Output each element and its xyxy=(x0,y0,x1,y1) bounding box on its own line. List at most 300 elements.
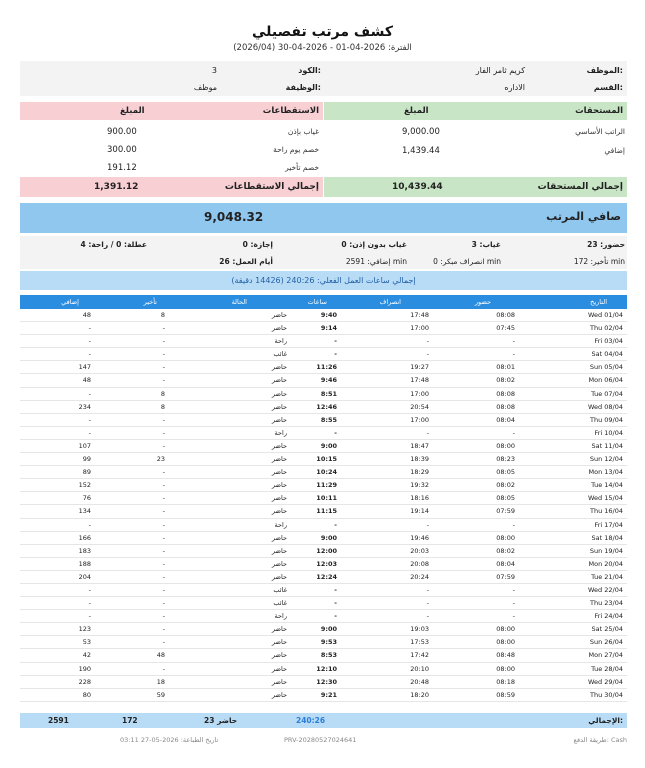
row-hours: 12:03 xyxy=(316,559,337,568)
col-hours: ساعات xyxy=(307,298,327,306)
row-date: Mon 13/04 xyxy=(588,468,623,477)
daily-table-body xyxy=(20,309,627,702)
row-late: - xyxy=(162,350,165,359)
row-hours: 8:51 xyxy=(320,389,337,398)
row-check-out: 18:29 xyxy=(410,468,429,477)
row-hours: 10:15 xyxy=(316,455,337,464)
row-late: 8 xyxy=(160,389,165,398)
row-overtime: - xyxy=(88,389,91,398)
row-overtime: - xyxy=(88,599,91,608)
col-late: تأخير xyxy=(143,298,157,306)
row-hours: - xyxy=(334,428,337,437)
row-date: Thu 16/04 xyxy=(589,507,623,516)
page-title: كشف مرتب تفصيلي xyxy=(252,24,393,40)
row-late: - xyxy=(162,468,165,477)
row-hours: 9:00 xyxy=(320,441,337,450)
row-date: Sun 19/04 xyxy=(589,546,623,555)
row-hours: 9:53 xyxy=(320,638,337,647)
row-late: - xyxy=(162,625,165,634)
table-row xyxy=(20,309,627,322)
table-row xyxy=(20,348,627,361)
row-date: Fri 03/04 xyxy=(594,337,623,346)
row-late: 8 xyxy=(160,311,165,319)
row-check-in: 08:05 xyxy=(496,494,515,503)
col-status: الحالة xyxy=(231,298,247,306)
row-status: حاضر xyxy=(271,664,287,673)
row-late: - xyxy=(162,481,165,490)
row-late: - xyxy=(162,638,165,647)
row-check-in: 08:02 xyxy=(496,376,515,385)
table-row xyxy=(20,453,627,466)
row-status: حاضر xyxy=(271,638,287,647)
table-row xyxy=(20,571,627,584)
row-check-out: 17:00 xyxy=(410,415,429,424)
row-status: حاضر xyxy=(271,441,287,450)
row-overtime: 80 xyxy=(82,690,91,699)
row-overtime: - xyxy=(88,520,91,529)
row-hours: 12:24 xyxy=(316,572,337,581)
row-date: Wed 01/04 xyxy=(588,311,623,319)
row-status: حاضر xyxy=(271,507,287,516)
row-overtime: 166 xyxy=(78,533,91,542)
row-check-in: 08:01 xyxy=(496,363,515,372)
row-date: Sun 26/04 xyxy=(589,638,623,647)
deductions-total-label: إجمالي الاستقطاعات xyxy=(224,182,319,192)
table-row xyxy=(20,558,627,571)
daily-table-header xyxy=(20,295,627,309)
row-overtime: 188 xyxy=(78,559,91,568)
row-check-in: 07:45 xyxy=(496,324,515,333)
table-row xyxy=(20,505,627,518)
deduction-amount: 191.12 xyxy=(107,163,137,173)
row-check-out: 17:48 xyxy=(410,376,429,385)
row-overtime: - xyxy=(88,415,91,424)
earnings-header xyxy=(324,102,627,120)
row-date: Wed 29/04 xyxy=(588,677,623,686)
earnings-header-amount: المبلغ xyxy=(404,106,429,116)
row-check-in: - xyxy=(512,350,515,359)
row-late: - xyxy=(162,599,165,608)
row-status: حاضر xyxy=(271,572,287,581)
attendance-stats xyxy=(20,236,627,269)
reference-number: PRV-20280527024641 xyxy=(284,736,357,744)
earnings-header-label: المستحقات xyxy=(575,106,623,116)
row-hours: 12:30 xyxy=(316,677,337,686)
row-late: 48 xyxy=(156,651,165,660)
col-date: التاريخ xyxy=(590,298,607,306)
row-hours: - xyxy=(334,612,337,621)
row-overtime: - xyxy=(88,337,91,346)
row-late: - xyxy=(162,533,165,542)
row-date: Mon 27/04 xyxy=(588,651,623,660)
deduction-label: غياب بإذن xyxy=(287,127,319,136)
row-check-in: 08:00 xyxy=(496,625,515,634)
table-row xyxy=(20,427,627,440)
row-status: حاضر xyxy=(271,677,287,686)
row-status: حاضر xyxy=(271,494,287,503)
row-check-out: 17:42 xyxy=(410,651,429,660)
row-hours: 8:53 xyxy=(320,651,337,660)
row-date: Wed 08/04 xyxy=(588,402,623,411)
row-date: Sat 18/04 xyxy=(591,533,623,542)
row-status: حاضر xyxy=(271,651,287,660)
total-hours: 240:26 xyxy=(296,716,326,725)
row-date: Thu 02/04 xyxy=(589,324,623,333)
row-late: - xyxy=(162,612,165,621)
row-date: Sat 04/04 xyxy=(591,350,623,359)
total-status: 23 حاضر xyxy=(204,716,238,725)
dept-label: القسم: xyxy=(593,83,623,92)
row-check-out: 17:48 xyxy=(410,311,429,319)
row-status: راحة xyxy=(274,337,287,346)
row-check-out: 20:10 xyxy=(410,664,429,673)
table-row xyxy=(20,466,627,479)
row-hours: 11:29 xyxy=(316,481,337,490)
row-late: - xyxy=(162,363,165,372)
row-overtime: - xyxy=(88,324,91,333)
table-row xyxy=(20,623,627,636)
row-check-in: 08:04 xyxy=(496,559,515,568)
row-check-out: - xyxy=(426,520,429,529)
row-status: حاضر xyxy=(271,546,287,555)
row-status: غائب xyxy=(273,350,287,359)
job-label: الوظيفة: xyxy=(285,83,321,92)
col-in: حضور xyxy=(474,298,491,306)
row-hours: 9:14 xyxy=(320,324,337,333)
row-check-in: 08:18 xyxy=(496,677,515,686)
table-row xyxy=(20,401,627,414)
deductions-total-value: 1,391.12 xyxy=(94,182,139,192)
row-check-out: - xyxy=(426,612,429,621)
work-hours-total: إجمالي ساعات العمل الفعلي: 240:26 (14426 دقيقة) xyxy=(20,271,627,290)
row-date: Tue 07/04 xyxy=(591,389,623,398)
earning-amount: 9,000.00 xyxy=(402,127,440,137)
row-check-out: - xyxy=(426,599,429,608)
row-overtime: - xyxy=(88,585,91,594)
row-overtime: 48 xyxy=(82,311,91,319)
table-row xyxy=(20,322,627,335)
row-check-out: 19:32 xyxy=(410,481,429,490)
row-late: 18 xyxy=(156,677,165,686)
row-check-in: 08:00 xyxy=(496,533,515,542)
row-overtime: 53 xyxy=(82,638,91,647)
row-status: حاضر xyxy=(271,363,287,372)
row-check-in: 08:08 xyxy=(496,311,515,319)
row-hours: 9:00 xyxy=(320,533,337,542)
stat-absent-no-permission: غياب بدون إذن: 0 xyxy=(341,240,407,249)
row-hours: 12:46 xyxy=(316,402,337,411)
row-check-out: 19:14 xyxy=(410,507,429,516)
row-date: Fri 10/04 xyxy=(594,428,623,437)
row-check-out: 17:00 xyxy=(410,389,429,398)
row-check-in: 08:00 xyxy=(496,664,515,673)
row-overtime: 89 xyxy=(82,468,91,477)
row-status: راحة xyxy=(274,612,287,621)
stat-holiday: عطلة: 0 / راحة: 4 xyxy=(80,240,147,249)
earnings-total-label: إجمالي المستحقات xyxy=(537,182,623,192)
table-row xyxy=(20,636,627,649)
row-status: حاضر xyxy=(271,468,287,477)
row-overtime: 123 xyxy=(78,625,91,634)
employee-label: الموظف: xyxy=(586,66,623,75)
row-status: حاضر xyxy=(271,376,287,385)
row-overtime: 76 xyxy=(82,494,91,503)
row-check-in: 08:02 xyxy=(496,481,515,490)
employee-info xyxy=(20,61,627,96)
stat-early-leave: انصراف مبكر: 0 min xyxy=(433,257,501,266)
table-row xyxy=(20,584,627,597)
table-total-row xyxy=(20,713,627,728)
row-date: Tue 14/04 xyxy=(591,481,623,490)
row-check-in: 07:59 xyxy=(496,507,515,516)
row-status: حاضر xyxy=(271,690,287,699)
row-check-out: 19:03 xyxy=(410,625,429,634)
table-row xyxy=(20,414,627,427)
row-late: 23 xyxy=(156,455,165,464)
row-check-in: 08:05 xyxy=(496,468,515,477)
row-check-in: 08:02 xyxy=(496,546,515,555)
row-date: Mon 20/04 xyxy=(588,559,623,568)
table-row xyxy=(20,479,627,492)
row-status: حاضر xyxy=(271,324,287,333)
row-status: حاضر xyxy=(271,402,287,411)
row-check-out: 19:27 xyxy=(410,363,429,372)
row-check-out: 20:48 xyxy=(410,677,429,686)
row-check-out: 18:47 xyxy=(410,441,429,450)
col-overtime: إضافي xyxy=(61,298,79,306)
row-check-in: - xyxy=(512,428,515,437)
row-check-in: - xyxy=(512,337,515,346)
row-check-out: - xyxy=(426,337,429,346)
row-late: - xyxy=(162,585,165,594)
row-late: - xyxy=(162,494,165,503)
table-row xyxy=(20,597,627,610)
row-status: حاضر xyxy=(271,389,287,398)
row-overtime: - xyxy=(88,350,91,359)
row-status: حاضر xyxy=(271,415,287,424)
row-overtime: 190 xyxy=(78,664,91,673)
row-date: Tue 21/04 xyxy=(591,572,623,581)
row-hours: - xyxy=(334,520,337,529)
row-check-out: 17:00 xyxy=(410,324,429,333)
row-date: Thu 23/04 xyxy=(589,599,623,608)
row-late: - xyxy=(162,507,165,516)
row-status: حاضر xyxy=(271,311,287,319)
print-date: تاريخ الطباعة: 2026-05-27 03:11 xyxy=(120,736,219,744)
code-label: الكود: xyxy=(298,66,321,75)
row-status: راحة xyxy=(274,520,287,529)
table-row xyxy=(20,519,627,532)
row-check-in: 08:00 xyxy=(496,441,515,450)
table-row xyxy=(20,388,627,401)
row-date: Wed 15/04 xyxy=(588,494,623,503)
payment-method: طريقة الدفع: Cash xyxy=(573,736,627,744)
earnings-total-value: 10,439.44 xyxy=(392,182,443,192)
row-hours: - xyxy=(334,599,337,608)
deductions-header-amount: المبلغ xyxy=(120,106,145,116)
row-check-out: 18:16 xyxy=(410,494,429,503)
row-late: - xyxy=(162,376,165,385)
earning-label: إضافي xyxy=(604,146,625,155)
deduction-label: خصم تأخير xyxy=(285,163,319,172)
row-check-in: - xyxy=(512,520,515,529)
row-date: Thu 09/04 xyxy=(589,415,623,424)
row-hours: 12:00 xyxy=(316,546,337,555)
row-date: Sat 25/04 xyxy=(591,625,623,634)
row-check-in: - xyxy=(512,612,515,621)
deduction-amount: 900.00 xyxy=(107,127,137,137)
row-overtime: 234 xyxy=(78,402,91,411)
row-check-out: - xyxy=(426,350,429,359)
row-check-in: 08:08 xyxy=(496,389,515,398)
row-check-out: 18:20 xyxy=(410,690,429,699)
table-row xyxy=(20,663,627,676)
table-row xyxy=(20,689,627,702)
table-row xyxy=(20,676,627,689)
row-check-out: 20:03 xyxy=(410,546,429,555)
deductions-total xyxy=(20,177,323,197)
row-overtime: 204 xyxy=(78,572,91,581)
row-date: Tue 28/04 xyxy=(591,664,623,673)
deductions-header-label: الاستقطاعات xyxy=(262,106,319,116)
table-row xyxy=(20,532,627,545)
row-check-in: 08:59 xyxy=(496,690,515,699)
row-check-in: 08:23 xyxy=(496,455,515,464)
row-late: - xyxy=(162,428,165,437)
row-hours: 9:00 xyxy=(320,625,337,634)
row-overtime: 48 xyxy=(82,376,91,385)
row-status: حاضر xyxy=(271,625,287,634)
row-hours: 10:24 xyxy=(316,468,337,477)
row-overtime: 228 xyxy=(78,677,91,686)
stat-workdays: أيام العمل: 26 xyxy=(219,257,273,266)
row-check-in: 08:00 xyxy=(496,638,515,647)
row-status: غائب xyxy=(273,599,287,608)
employee-name: كريم ثامر الفار xyxy=(475,66,525,75)
row-hours: 12:10 xyxy=(316,664,337,673)
row-hours: - xyxy=(334,585,337,594)
row-overtime: 183 xyxy=(78,546,91,555)
row-date: Mon 06/04 xyxy=(588,376,623,385)
earning-amount: 1,439.44 xyxy=(402,146,440,156)
net-salary-value: 9,048.32 xyxy=(204,210,264,224)
row-hours: 9:21 xyxy=(320,690,337,699)
row-late: 59 xyxy=(156,690,165,699)
stat-overtime: إضافي: 2591 min xyxy=(345,257,407,266)
row-late: 8 xyxy=(160,402,165,411)
row-status: راحة xyxy=(274,428,287,437)
total-overtime: 2591 xyxy=(48,716,69,725)
row-date: Sat 11/04 xyxy=(591,441,623,450)
row-hours: 9:40 xyxy=(320,311,337,319)
row-overtime: - xyxy=(88,428,91,437)
row-check-in: - xyxy=(512,599,515,608)
row-check-out: 17:53 xyxy=(410,638,429,647)
deductions-header xyxy=(20,102,323,120)
row-overtime: 152 xyxy=(78,481,91,490)
table-row xyxy=(20,610,627,623)
row-late: - xyxy=(162,441,165,450)
stat-late: تأخير: 172 min xyxy=(573,257,625,266)
row-late: - xyxy=(162,572,165,581)
row-check-out: 20:08 xyxy=(410,559,429,568)
row-check-in: 08:04 xyxy=(496,415,515,424)
row-overtime: 147 xyxy=(78,363,91,372)
row-status: حاضر xyxy=(271,455,287,464)
row-check-out: 18:39 xyxy=(410,455,429,464)
row-late: - xyxy=(162,324,165,333)
row-check-in: 08:48 xyxy=(496,651,515,660)
row-date: Fri 17/04 xyxy=(594,520,623,529)
row-date: Thu 30/04 xyxy=(589,690,623,699)
row-date: Wed 22/04 xyxy=(588,585,623,594)
row-date: Fri 24/04 xyxy=(594,612,623,621)
total-label: الإجمالي: xyxy=(588,716,623,725)
row-check-in: 08:08 xyxy=(496,402,515,411)
employee-job: موظف xyxy=(193,83,217,92)
earnings-total xyxy=(324,177,627,197)
row-overtime: - xyxy=(88,612,91,621)
table-row xyxy=(20,440,627,453)
row-check-out: 19:46 xyxy=(410,533,429,542)
deduction-amount: 300.00 xyxy=(107,145,137,155)
row-status: غائب xyxy=(273,585,287,594)
row-hours: 8:55 xyxy=(320,415,337,424)
stat-absent: غياب: 3 xyxy=(471,240,501,249)
employee-code: 3 xyxy=(211,66,217,75)
row-late: - xyxy=(162,415,165,424)
row-hours: 9:46 xyxy=(320,376,337,385)
stat-leave: إجازة: 0 xyxy=(242,240,273,249)
table-row xyxy=(20,545,627,558)
row-late: - xyxy=(162,337,165,346)
row-check-out: - xyxy=(426,585,429,594)
row-check-in: 07:59 xyxy=(496,572,515,581)
net-salary xyxy=(20,203,627,233)
earning-label: الراتب الأساسي xyxy=(575,127,625,136)
table-row xyxy=(20,649,627,662)
table-row xyxy=(20,335,627,348)
row-overtime: 99 xyxy=(82,455,91,464)
row-date: Sun 05/04 xyxy=(589,363,623,372)
row-check-in: - xyxy=(512,585,515,594)
deduction-label: خصم يوم راحة xyxy=(273,145,319,154)
table-row xyxy=(20,492,627,505)
row-hours: - xyxy=(334,350,337,359)
row-late: - xyxy=(162,559,165,568)
row-check-out: - xyxy=(426,428,429,437)
row-date: Sun 12/04 xyxy=(589,455,623,464)
row-hours: 11:15 xyxy=(316,507,337,516)
row-hours: - xyxy=(334,337,337,346)
total-late: 172 xyxy=(122,716,138,725)
employee-dept: الاداره xyxy=(504,83,525,92)
row-late: - xyxy=(162,546,165,555)
period: الفترة: 2026-04-01 - 2026-04-30 (2026/04) xyxy=(233,43,412,53)
table-row xyxy=(20,374,627,387)
net-salary-label: صافي المرتب xyxy=(546,210,621,223)
row-status: حاضر xyxy=(271,481,287,490)
row-check-out: 20:54 xyxy=(410,402,429,411)
row-check-out: 20:24 xyxy=(410,572,429,581)
row-overtime: 107 xyxy=(78,441,91,450)
row-overtime: 42 xyxy=(82,651,91,660)
row-hours: 10:11 xyxy=(316,494,337,503)
row-hours: 11:26 xyxy=(316,363,337,372)
row-status: حاضر xyxy=(271,533,287,542)
table-row xyxy=(20,361,627,374)
row-overtime: 134 xyxy=(78,507,91,516)
